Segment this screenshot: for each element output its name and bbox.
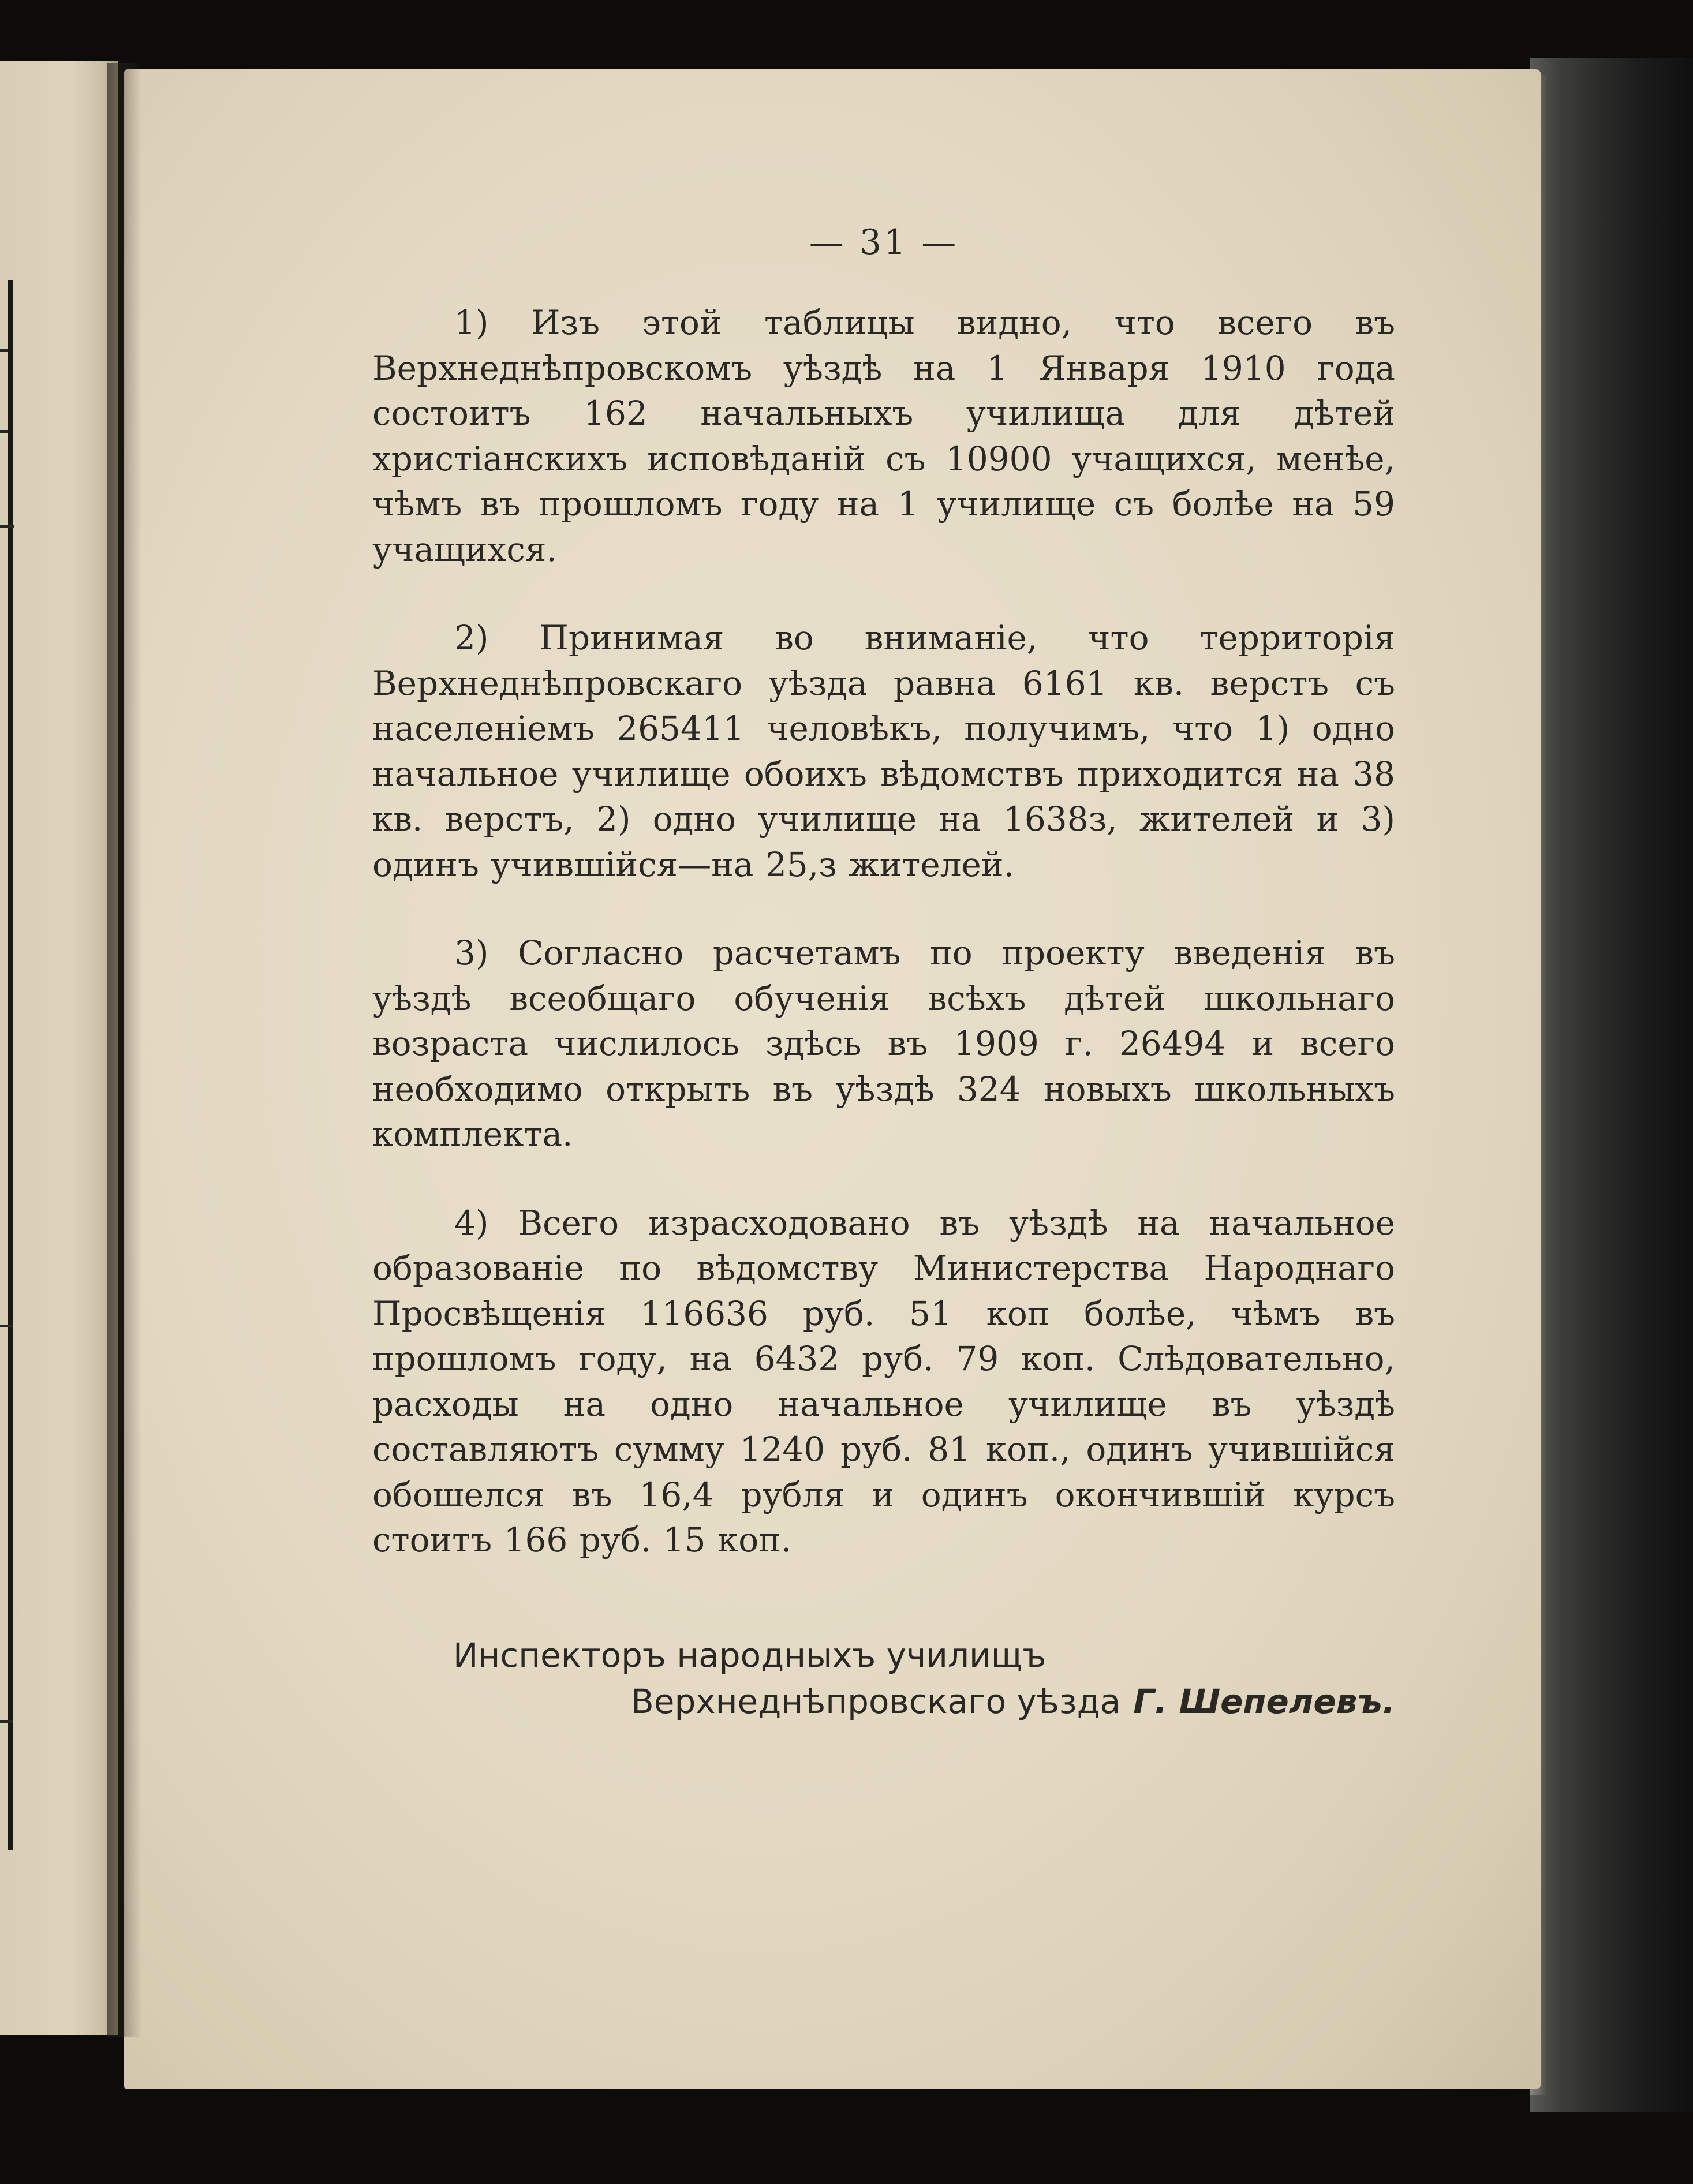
- left-page-tick: [0, 1720, 13, 1723]
- paragraph-3: 3) Согласно расчетамъ по проекту введенія въ уѣздѣ всеобщаго обученія всѣхъ дѣтей школьнаго возраста числилось здѣсь въ 1909 г. 26494 и всего необходимо открыть въ уѣздѣ 324 новыхъ школьныхъ комплекта.: [372, 933, 1395, 1154]
- left-page-tick: [0, 1325, 13, 1327]
- book-page: [124, 69, 1541, 2089]
- gutter-shadow: [107, 63, 141, 2037]
- paragraph-4: 4) Всего израсходовано въ уѣздѣ на начальное образованіе по вѣдомству Министерства Народнаго Просвѣщенія 116636 руб. 51 коп болѣе, чѣмъ въ прошломъ году, на 6432 руб. 79 коп. Слѣдовательно, расходы на одно начальное училище въ уѣздѣ составляютъ сумму 1240 руб. 81 коп., одинъ учившійся обошелся въ 16,4 рубля и одинъ окончившій курсъ стоитъ 166 руб. 15 коп.: [372, 1203, 1395, 1560]
- left-page-table-rule: [8, 280, 13, 1850]
- page-text-block: [372, 219, 1395, 1725]
- book-binding: [1530, 58, 1693, 2112]
- page-number: — 31 —: [809, 222, 959, 263]
- paragraph-2: 2) Принимая во вниманіе, что территорія Верхнеднѣпровскаго уѣзда равна 6161 кв. верстъ съ населеніемъ 265411 человѣкъ, получимъ, что 1) одно начальное училище обоихъ вѣдомствъ приходится на 38 кв. верстъ, 2) одно училище на 1638з, жителей и 3) одинъ учившійся—на 25,з жителей.: [372, 618, 1395, 884]
- left-page-tick: [0, 349, 8, 352]
- left-page-tick: [0, 430, 8, 433]
- signature-title: Инспекторъ народныхъ училищъ: [453, 1635, 1047, 1675]
- signature-block: [372, 1632, 1395, 1725]
- signature-district: Верхнеднѣпровскаго уѣзда: [631, 1681, 1121, 1721]
- left-facing-page: [0, 61, 118, 2035]
- signature-name: Г. Шепелевъ.: [1133, 1681, 1395, 1721]
- paragraph-1: 1) Изъ этой таблицы видно, что всего въ Верхнеднѣпровскомъ уѣздѣ на 1 Января 1910 года состоитъ 162 начальныхъ училища для дѣтей христіанскихъ исповѣданій съ 10900 учащихся, менѣе, чѣмъ въ прошломъ году на 1 училище съ болѣе на 59 учащихся.: [372, 303, 1395, 569]
- signature-district-line: [372, 1678, 1395, 1725]
- left-page-tick: [0, 525, 14, 528]
